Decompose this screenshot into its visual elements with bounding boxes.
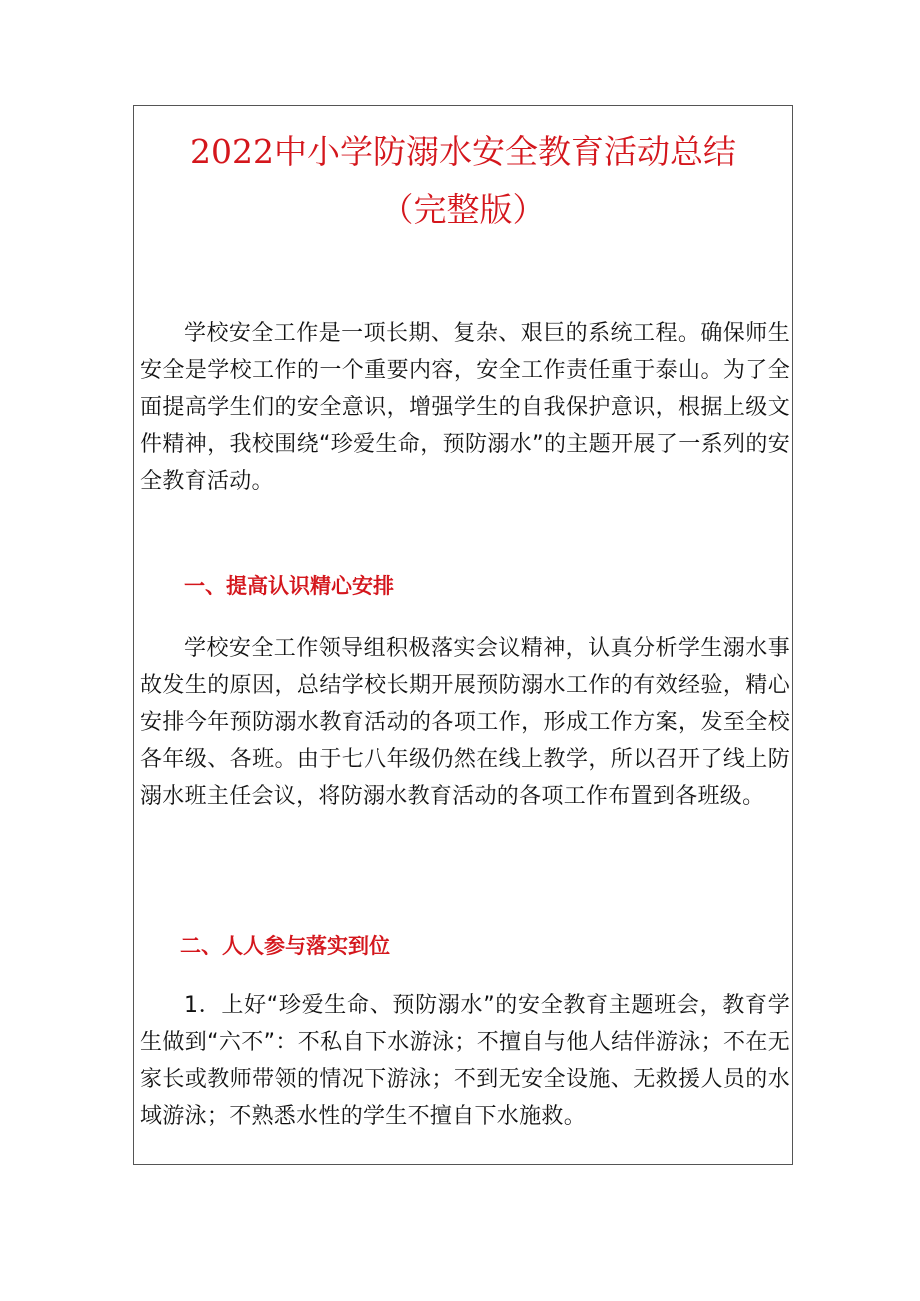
section2-item1-paragraph: 1．上好“珍爱生命、预防溺水”的安全教育主题班会，教育学生做到“六不”：不私自下水游泳；不擅自与他人结伴游泳；不在无家长或教师带领的情况下游泳；不到无安全设施、无救援人员的水域游泳；不熟悉水性的学生不擅自下水施救。 xyxy=(140,993,790,1129)
section2-heading: 二、人人参与落实到位 xyxy=(180,934,390,958)
page-frame xyxy=(133,105,793,1165)
intro-paragraph: 学校安全工作是一项长期、复杂、艰巨的系统工程。确保师生安全是学校工作的一个重要内容，安全工作责任重于泰山。为了全面提高学生们的安全意识，增强学生的自我保护意识，根据上级文件精神，我校围绕“珍爱生命，预防溺水”的主题开展了一系列的安全教育活动。 xyxy=(140,321,790,494)
document-title: 2022中小学防溺水安全教育活动总结 xyxy=(190,132,736,171)
section1-heading: 一、提高认识精心安排 xyxy=(184,574,394,598)
document-subtitle: （完整版） xyxy=(380,190,546,229)
section1-paragraph: 学校安全工作领导组积极落实会议精神，认真分析学生溺水事故发生的原因，总结学校长期开展预防溺水工作的有效经验，精心安排今年预防溺水教育活动的各项工作，形成工作方案，发至全校各年级、各班。由于七八年级仍然在线上教学，所以召开了线上防溺水班主任会议，将防溺水教育活动的各项工作布置到各班级。 xyxy=(140,636,790,809)
